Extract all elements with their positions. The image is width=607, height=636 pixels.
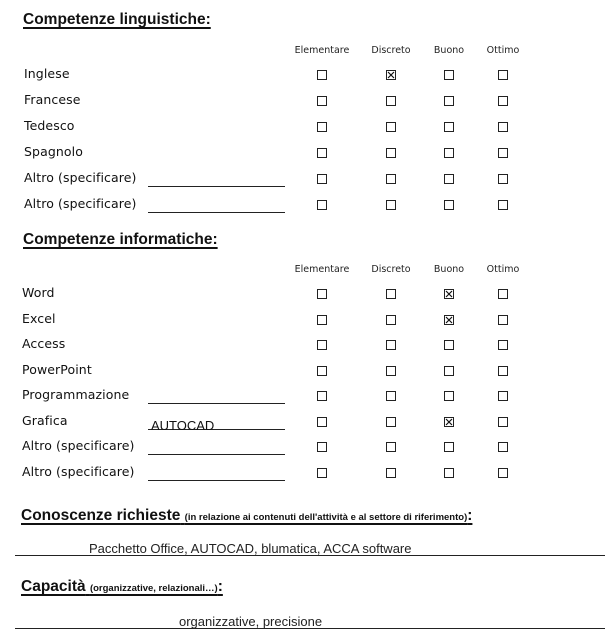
checkbox-discreto[interactable] (386, 468, 396, 478)
specify-field[interactable] (148, 466, 285, 481)
capacity-title: Capacità (organizzative, relazionali…): (21, 578, 223, 595)
checkbox-buono[interactable] (444, 200, 454, 210)
required-knowledge-value: Pacchetto Office, AUTOCAD, blumatica, ACCA software (89, 541, 412, 556)
checkbox-discreto[interactable] (386, 70, 396, 80)
specify-value (148, 469, 151, 484)
x-mark-icon (445, 290, 453, 298)
checkbox-buono[interactable] (444, 174, 454, 184)
skill-label: Word (22, 285, 55, 300)
checkbox-elementare[interactable] (317, 200, 327, 210)
checkbox-ottimo[interactable] (498, 315, 508, 325)
column-header-buono: Buono (433, 264, 465, 275)
checkbox-ottimo[interactable] (498, 70, 508, 80)
checkbox-ottimo[interactable] (498, 122, 508, 132)
checkbox-elementare[interactable] (317, 417, 327, 427)
checkbox-ottimo[interactable] (498, 289, 508, 299)
specify-value (148, 201, 151, 216)
specify-field[interactable] (148, 389, 285, 404)
column-header-elementare: Elementare (294, 45, 350, 56)
specify-field[interactable] (148, 415, 285, 433)
language-skills-title: Competenze linguistiche: (23, 11, 211, 28)
capacity-field[interactable] (15, 613, 605, 629)
checkbox-elementare[interactable] (317, 96, 327, 106)
checkbox-discreto[interactable] (386, 289, 396, 299)
checkbox-ottimo[interactable] (498, 442, 508, 452)
checkbox-ottimo[interactable] (498, 468, 508, 478)
skill-label: Excel (22, 310, 56, 326)
checkbox-ottimo[interactable] (498, 391, 508, 401)
checkbox-ottimo[interactable] (498, 366, 508, 376)
skill-label: Altro (specificare) (22, 438, 135, 453)
column-header-elementare: Elementare (294, 264, 350, 275)
checkbox-buono[interactable] (444, 289, 454, 299)
x-mark-icon (445, 316, 453, 324)
x-mark-icon (387, 71, 395, 79)
checkbox-elementare[interactable] (317, 442, 327, 452)
skill-label: Inglese (24, 66, 70, 81)
checkbox-ottimo[interactable] (498, 174, 508, 184)
specify-value (148, 175, 151, 190)
checkbox-elementare[interactable] (317, 315, 327, 325)
checkbox-buono[interactable] (444, 417, 454, 427)
checkbox-buono[interactable] (444, 340, 454, 350)
specify-value: AUTOCAD (151, 417, 215, 433)
skill-label: Altro (specificare) (24, 196, 137, 211)
capacity-value: organizzative, precisione (179, 614, 323, 629)
checkbox-ottimo[interactable] (498, 417, 508, 427)
checkbox-ottimo[interactable] (498, 148, 508, 158)
checkbox-buono[interactable] (444, 70, 454, 80)
checkbox-elementare[interactable] (317, 148, 327, 158)
column-header-buono: Buono (433, 45, 465, 56)
checkbox-discreto[interactable] (386, 417, 396, 427)
checkbox-buono[interactable] (444, 442, 454, 452)
computer-skills-title: Competenze informatiche: (23, 231, 218, 248)
column-header-ottimo: Ottimo (486, 45, 520, 56)
column-header-discreto: Discreto (371, 264, 411, 275)
skill-label: Programmazione (22, 387, 130, 402)
skill-label: PowerPoint (22, 361, 92, 377)
checkbox-elementare[interactable] (317, 70, 327, 80)
checkbox-discreto[interactable] (386, 200, 396, 210)
column-header-ottimo: Ottimo (486, 264, 520, 275)
skill-label: Access (22, 336, 66, 351)
skill-label: Altro (specificare) (22, 463, 135, 479)
checkbox-elementare[interactable] (317, 122, 327, 132)
checkbox-discreto[interactable] (386, 148, 396, 158)
skill-label: Francese (24, 92, 81, 107)
checkbox-buono[interactable] (444, 468, 454, 478)
checkbox-discreto[interactable] (386, 391, 396, 401)
checkbox-ottimo[interactable] (498, 200, 508, 210)
checkbox-elementare[interactable] (317, 391, 327, 401)
skill-label: Grafica (22, 412, 68, 428)
required-knowledge-title: Conoscenze richieste (in relazione ai contenuti dell'attività e al settore di riferimento): (21, 507, 473, 524)
checkbox-buono[interactable] (444, 315, 454, 325)
specify-field[interactable] (148, 198, 285, 213)
required-knowledge-field[interactable] (15, 540, 605, 556)
checkbox-ottimo[interactable] (498, 96, 508, 106)
skill-label: Tedesco (24, 118, 75, 133)
specify-value (148, 443, 151, 458)
checkbox-elementare[interactable] (317, 174, 327, 184)
specify-value (148, 392, 151, 407)
checkbox-buono[interactable] (444, 96, 454, 106)
skill-label: Altro (specificare) (24, 170, 137, 185)
checkbox-elementare[interactable] (317, 340, 327, 350)
checkbox-discreto[interactable] (386, 315, 396, 325)
x-mark-icon (445, 418, 453, 426)
checkbox-discreto[interactable] (386, 340, 396, 350)
checkbox-elementare[interactable] (317, 468, 327, 478)
skill-label: Spagnolo (24, 144, 83, 159)
specify-field[interactable] (148, 172, 285, 187)
checkbox-discreto[interactable] (386, 442, 396, 452)
checkbox-elementare[interactable] (317, 366, 327, 376)
checkbox-discreto[interactable] (386, 122, 396, 132)
checkbox-buono[interactable] (444, 391, 454, 401)
column-header-discreto: Discreto (371, 45, 411, 56)
checkbox-buono[interactable] (444, 148, 454, 158)
specify-field[interactable] (148, 440, 285, 455)
checkbox-elementare[interactable] (317, 289, 327, 299)
checkbox-discreto[interactable] (386, 366, 396, 376)
checkbox-buono[interactable] (444, 122, 454, 132)
checkbox-ottimo[interactable] (498, 340, 508, 350)
checkbox-discreto[interactable] (386, 96, 396, 106)
checkbox-discreto[interactable] (386, 174, 396, 184)
checkbox-buono[interactable] (444, 366, 454, 376)
